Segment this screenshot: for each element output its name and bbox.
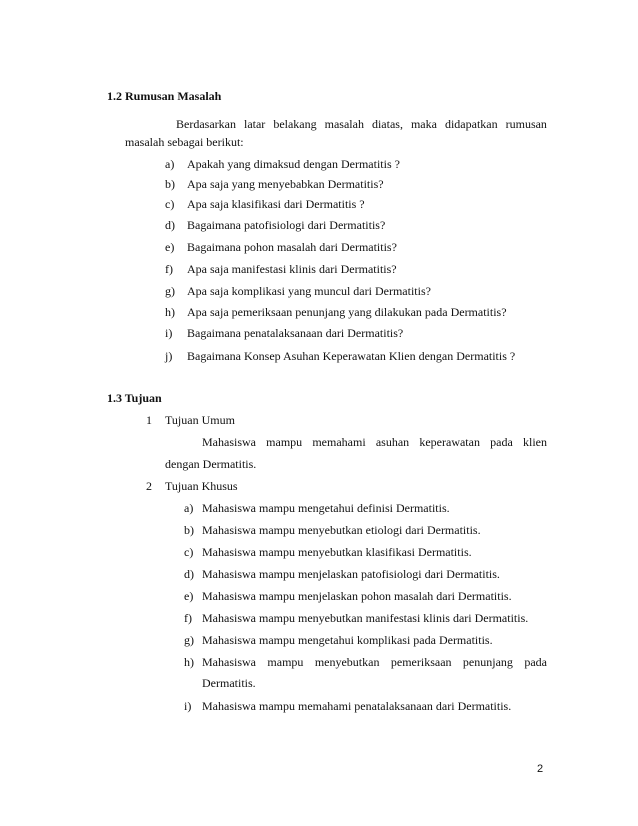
list-item-text: Apa saja pemeriksaan penunjang yang dilakukan pada Dermatitis? (187, 305, 507, 319)
list-item-question-i (165, 326, 403, 340)
intro-word: rumusan (505, 117, 547, 131)
objective-h-word: penunjang (462, 655, 513, 669)
tujuan-umum-line-2: dengan Dermatitis. (165, 457, 257, 471)
umum-word: klien (522, 435, 547, 449)
list-marker: d) (165, 218, 175, 232)
list-item-text: Bagaimana pohon masalah dari Dermatitis? (187, 240, 397, 254)
intro-paragraph-line-1 (176, 117, 547, 131)
list-item-objective-i (184, 699, 511, 713)
tujuan-umum-line-1 (202, 435, 547, 449)
list-marker: g) (184, 633, 194, 647)
list-item-question-h (165, 305, 507, 319)
list-item-question-c (165, 197, 365, 211)
list-marker: f) (184, 611, 192, 625)
intro-word: diatas, (371, 117, 403, 131)
list-item-objective-g (184, 633, 493, 647)
list-item-text: Mahasiswa mampu menyebutkan manifestasi klinis dari Dermatitis. (202, 611, 529, 625)
intro-word: didapatkan (444, 117, 498, 131)
section-heading-tujuan: 1.3 Tujuan (107, 391, 162, 405)
list-item-text: Mahasiswa mampu menjelaskan pohon masalah dari Dermatitis. (202, 589, 512, 603)
list-item-text: Mahasiswa mampu menjelaskan patofisiologi dari Dermatitis. (202, 567, 500, 581)
umum-word: pada (490, 435, 513, 449)
subsection-number: 1 (146, 413, 152, 427)
list-item-text: Mahasiswa mampu menyebutkan klasifikasi Dermatitis. (202, 545, 472, 559)
list-item-text: Mahasiswa mampu memahami penatalaksanaan dari Dermatitis. (202, 699, 512, 713)
list-item-objective-e (184, 589, 512, 603)
list-item-question-f (165, 262, 397, 276)
intro-paragraph-line-2: masalah sebagai berikut: (125, 135, 244, 149)
subsection-tujuan-umum (146, 413, 235, 427)
section-heading-rumusan-masalah: 1.2 Rumusan Masalah (107, 89, 222, 103)
subsection-title: Tujuan Khusus (165, 479, 238, 493)
list-marker: b) (165, 177, 175, 191)
subsection-tujuan-khusus (146, 479, 238, 493)
list-item-text: Bagaimana Konsep Asuhan Keperawatan Klien dengan Dermatitis ? (187, 349, 516, 363)
objective-h-word: pemeriksaan (390, 655, 452, 669)
subsection-number: 2 (146, 479, 152, 493)
list-item-objective-h-line-2: Dermatitis. (202, 676, 256, 690)
list-marker: d) (184, 567, 194, 581)
umum-word: asuhan (375, 435, 410, 449)
intro-word: belakang (273, 117, 317, 131)
list-item-text: Apa saja yang menyebabkan Dermatitis? (187, 177, 384, 191)
list-marker: a) (184, 501, 194, 515)
umum-word: mampu (266, 435, 303, 449)
list-marker: i) (184, 699, 192, 713)
intro-word: masalah (324, 117, 364, 131)
list-item-text: Mahasiswa mampu menyebutkan etiologi dari Dermatitis. (202, 523, 481, 537)
list-item-text: Bagaimana patofisiologi dari Dermatitis? (187, 218, 386, 232)
list-item-objective-b (184, 523, 481, 537)
list-marker: j) (165, 349, 173, 363)
list-item-text: Bagaimana penatalaksanaan dari Dermatitis? (187, 326, 404, 340)
list-item-question-b (165, 177, 384, 191)
intro-word: maka (410, 117, 437, 131)
intro-word: Berdasarkan (176, 117, 236, 131)
objective-h-word: pada (524, 655, 547, 669)
objective-h-word: menyebutkan (314, 655, 380, 669)
list-marker: a) (165, 157, 175, 171)
list-item-text: Apakah yang dimaksud dengan Dermatitis ? (187, 157, 400, 171)
list-marker: b) (184, 523, 194, 537)
subsection-title: Tujuan Umum (165, 413, 235, 427)
list-item-question-j (165, 349, 515, 363)
umum-word: Mahasiswa (202, 435, 256, 449)
list-item-text: Apa saja klasifikasi dari Dermatitis ? (187, 197, 365, 211)
list-item-objective-d (184, 567, 500, 581)
list-item-question-g (165, 284, 431, 298)
list-marker: e) (184, 589, 194, 603)
objective-h-word: mampu (267, 655, 304, 669)
umum-word: memahami (312, 435, 366, 449)
list-marker: h) (165, 305, 175, 319)
list-item-question-d (165, 218, 385, 232)
objective-h-word: Mahasiswa (202, 655, 256, 669)
list-item-text: Apa saja manifestasi klinis dari Dermatitis? (187, 262, 397, 276)
list-item-text: Apa saja komplikasi yang muncul dari Dermatitis? (187, 284, 431, 298)
list-item-objective-f (184, 611, 528, 625)
list-item-objective-h-marker: h) (184, 655, 194, 669)
list-marker: e) (165, 240, 175, 254)
umum-word: keperawatan (419, 435, 480, 449)
list-item-objective-c (184, 545, 472, 559)
list-marker: c) (165, 197, 175, 211)
list-item-text: Mahasiswa mampu mengetahui komplikasi pada Dermatitis. (202, 633, 493, 647)
list-marker: g) (165, 284, 175, 298)
list-item-text: Mahasiswa mampu mengetahui definisi Dermatitis. (202, 501, 450, 515)
list-item-question-e (165, 240, 397, 254)
list-item-question-a (165, 157, 400, 171)
list-marker: c) (184, 545, 194, 559)
list-marker: i) (165, 326, 173, 340)
list-item-objective-h-line-1 (202, 655, 547, 669)
list-item-objective-a (184, 501, 450, 515)
intro-word: latar (243, 117, 266, 131)
page-number: 2 (537, 763, 544, 775)
list-marker: f) (165, 262, 173, 276)
